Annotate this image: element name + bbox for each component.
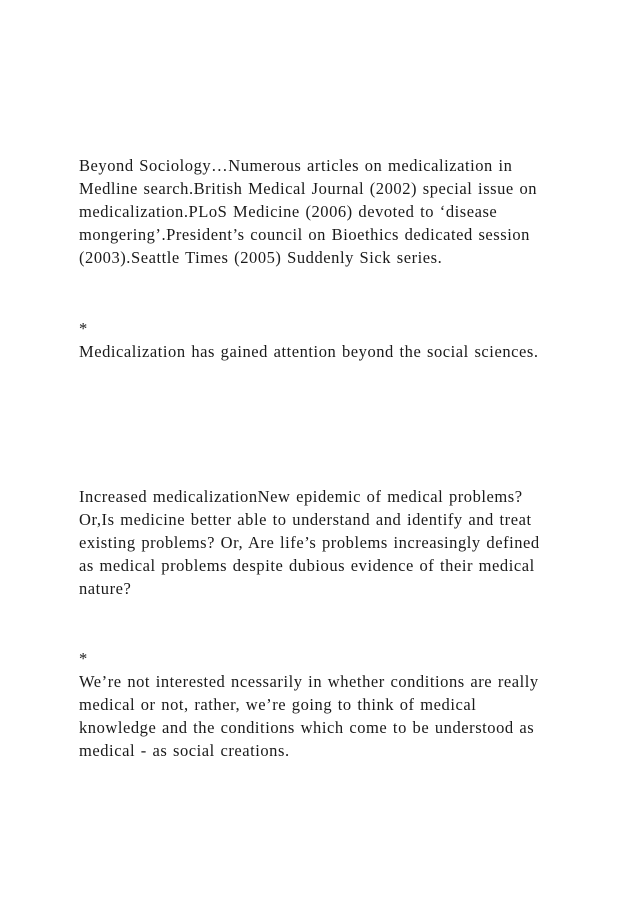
block2-line-1: Medicalization has gained attention beyond the social sciences. [79, 342, 539, 361]
slide-marker-1: * [79, 319, 88, 338]
block3-line-4: as medical problems despite dubious evidence of their medical [79, 556, 535, 575]
block4-line-4: medical - as social creations. [79, 741, 290, 760]
block1-line-5: (2003).Seattle Times (2005) Suddenly Sick series. [79, 248, 443, 267]
block3-line-5: nature? [79, 579, 132, 598]
block3-line-3: existing problems? Or, Are life’s problems increasingly defined [79, 533, 540, 552]
block4-line-2: medical or not, rather, we’re going to think of medical [79, 695, 477, 714]
block4-line-1: We’re not interested ncessarily in whether conditions are really [79, 672, 539, 691]
block1-line-1: Beyond Sociology…Numerous articles on medicalization in [79, 156, 513, 175]
block4-line-3: knowledge and the conditions which come to be understood as [79, 718, 535, 737]
block1-line-4: mongering’.President’s council on Bioethics dedicated session [79, 225, 530, 244]
block1-line-3: medicalization.PLoS Medicine (2006) devoted to ‘disease [79, 202, 498, 221]
block3-line-1: Increased medicalizationNew epidemic of medical problems? [79, 487, 523, 506]
block3-line-2: Or,Is medicine better able to understand and identify and treat [79, 510, 532, 529]
slide-marker-2: * [79, 649, 88, 668]
block1-line-2: Medline search.British Medical Journal (2002) special issue on [79, 179, 538, 198]
